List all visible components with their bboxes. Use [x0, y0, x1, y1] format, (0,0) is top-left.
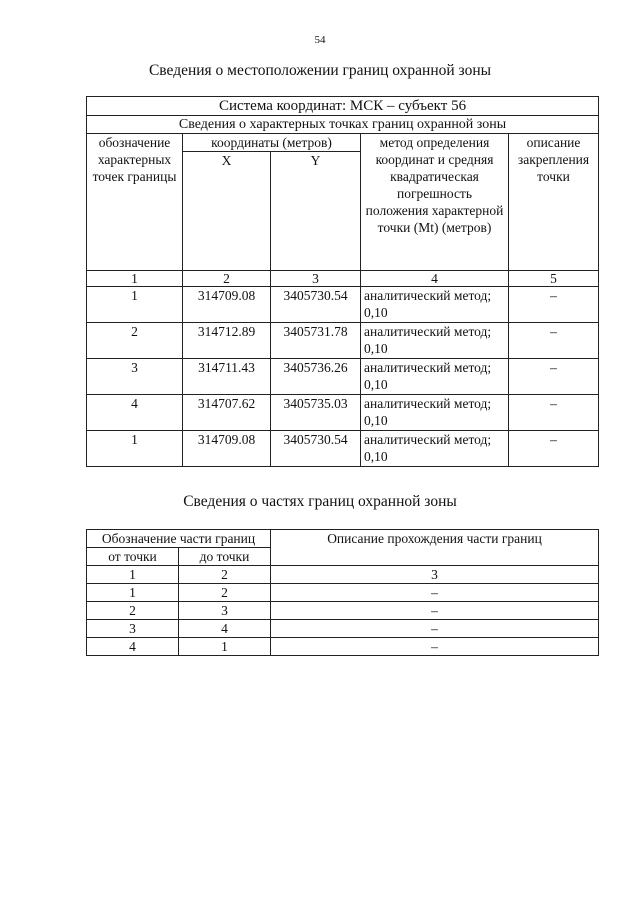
x-cell: 314709.08 — [183, 287, 271, 323]
point-cell: 4 — [87, 395, 183, 431]
from-cell: 2 — [87, 602, 179, 620]
table-row — [87, 638, 599, 656]
table-row — [87, 584, 599, 602]
column-number: 4 — [361, 271, 509, 287]
to-cell: 4 — [179, 620, 271, 638]
table-row — [87, 323, 599, 359]
point-cell: 3 — [87, 359, 183, 395]
x-cell: 314711.43 — [183, 359, 271, 395]
y-cell: 3405730.54 — [271, 431, 361, 467]
description-cell: – — [509, 395, 599, 431]
boundary-points-table — [86, 96, 599, 467]
point-designation-header: обозначение характерных точек границы — [87, 134, 183, 271]
from-point-header: от точки — [87, 548, 179, 566]
y-cell: 3405730.54 — [271, 287, 361, 323]
page-number: 54 — [314, 34, 326, 46]
part-description-header: Описание прохождения части границ — [271, 530, 599, 566]
table-row — [87, 602, 599, 620]
to-cell: 1 — [179, 638, 271, 656]
point-cell: 1 — [87, 287, 183, 323]
column-numbers-row — [87, 566, 599, 584]
to-cell: 2 — [179, 584, 271, 602]
method-header: метод определения координат и средняя квадратическая погрешность положения характерной точки (Mt) (метров) — [361, 134, 509, 271]
table-row — [87, 620, 599, 638]
table-row — [87, 287, 599, 323]
column-number: 3 — [271, 271, 361, 287]
table-row — [87, 395, 599, 431]
description-cell: – — [509, 359, 599, 395]
from-cell: 1 — [87, 584, 179, 602]
fixation-description-header: описание закрепления точки — [509, 134, 599, 271]
method-cell: аналитический метод; 0,10 — [361, 395, 509, 431]
from-cell: 3 — [87, 620, 179, 638]
x-header: X — [183, 152, 271, 271]
column-number: 2 — [179, 566, 271, 584]
description-cell: – — [509, 431, 599, 467]
description-cell: – — [271, 620, 599, 638]
point-cell: 1 — [87, 431, 183, 467]
section-heading-parts: Сведения о частях границ охранной зоны — [183, 493, 457, 510]
description-cell: – — [271, 584, 599, 602]
column-numbers-row — [87, 271, 599, 287]
column-number: 1 — [87, 271, 183, 287]
section-heading-location: Сведения о местоположении границ охранной зоны — [148, 62, 492, 79]
y-cell: 3405736.26 — [271, 359, 361, 395]
to-point-header: до точки — [179, 548, 271, 566]
coordinate-system-row: Система координат: МСК – субъект 56 — [87, 97, 599, 116]
from-cell: 4 — [87, 638, 179, 656]
y-cell: 3405735.03 — [271, 395, 361, 431]
description-cell: – — [271, 602, 599, 620]
table-row — [87, 431, 599, 467]
table-subtitle-row: Сведения о характерных точках границ охранной зоны — [87, 116, 599, 134]
method-cell: аналитический метод; 0,10 — [361, 287, 509, 323]
point-cell: 2 — [87, 323, 183, 359]
description-cell: – — [509, 323, 599, 359]
x-cell: 314712.89 — [183, 323, 271, 359]
to-cell: 3 — [179, 602, 271, 620]
method-cell: аналитический метод; 0,10 — [361, 431, 509, 467]
column-number: 5 — [509, 271, 599, 287]
description-cell: – — [509, 287, 599, 323]
column-number: 2 — [183, 271, 271, 287]
coordinates-header: координаты (метров) — [183, 134, 361, 152]
boundary-parts-table — [86, 529, 599, 656]
x-cell: 314707.62 — [183, 395, 271, 431]
table-row — [87, 359, 599, 395]
column-number: 3 — [271, 566, 599, 584]
y-header: Y — [271, 152, 361, 271]
method-cell: аналитический метод; 0,10 — [361, 323, 509, 359]
part-designation-header: Обозначение части границ — [87, 530, 271, 548]
description-cell: – — [271, 638, 599, 656]
column-number: 1 — [87, 566, 179, 584]
x-cell: 314709.08 — [183, 431, 271, 467]
y-cell: 3405731.78 — [271, 323, 361, 359]
method-cell: аналитический метод; 0,10 — [361, 359, 509, 395]
